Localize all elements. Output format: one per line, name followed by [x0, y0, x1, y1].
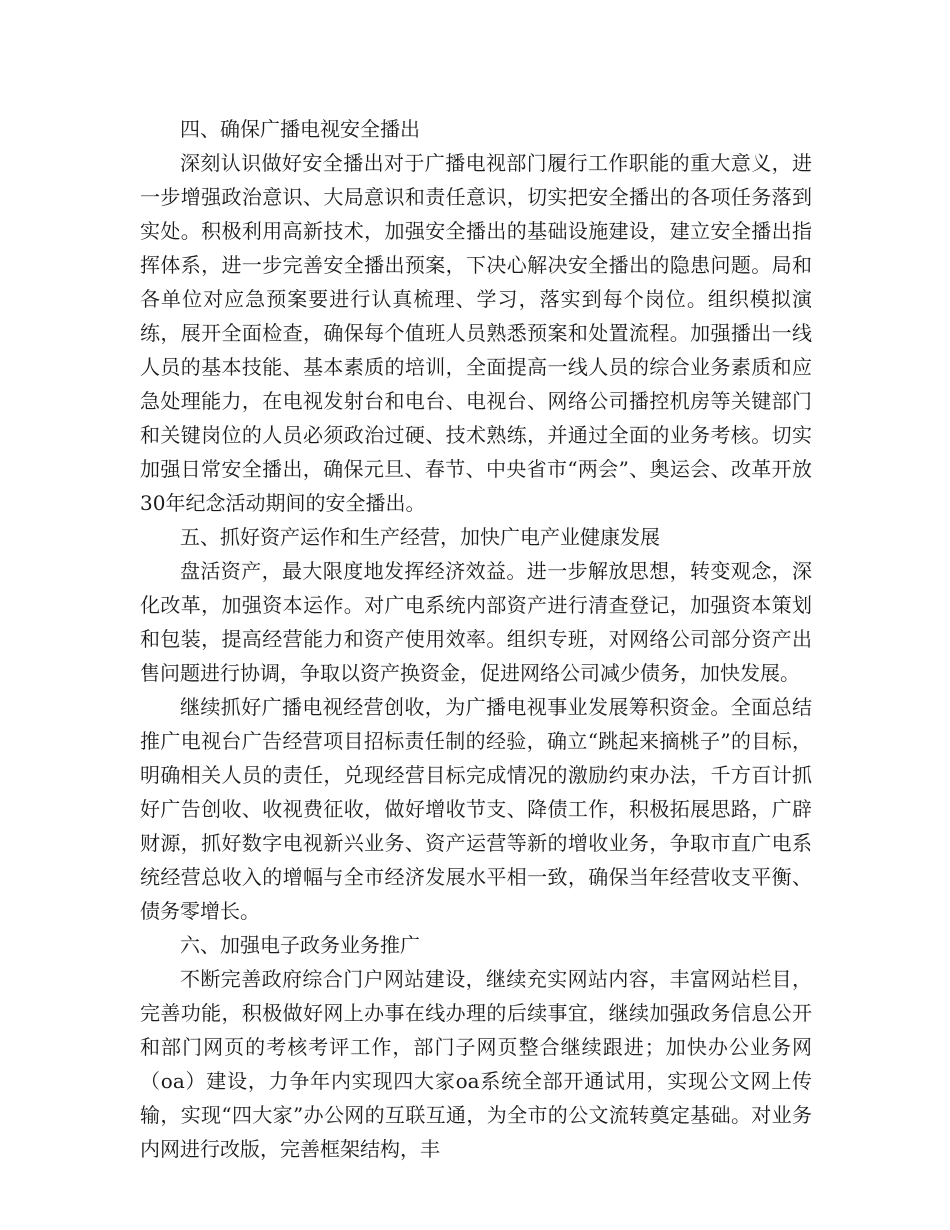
paragraph-safe-broadcast: 深刻认识做好安全播出对于广播电视部门履行工作职能的重大意义，进一步增强政治意识、大局意识和责任意识，切实把安全播出的各项任务落到实处。积极利用高新技术，加强安全播出的基础设施建设，建立安全播出指挥体系，进一步完善安全播出预案，下决心解决安全播出的隐患问题。局和各单位对应急预案要进行认真梳理、学习，落实到每个岗位。组织模拟演练，展开全面检查，确保每个值班人员熟悉预案和处置流程。加强播出一线人员的基本技能、基本素质的培训，全面提高一线人员的综合业务素质和应急处理能力，在电视发射台和电台、电视台、网络公司播控机房等关键部门和关键岗位的人员必须政治过硬、技术熟练，并通过全面的业务考核。切实加强日常安全播出，确保元旦、春节、中央省市“两会”、奥运会、改革开放30年纪念活动期间的安全播出。 [140, 151, 812, 515]
section-heading-4: 四、确保广播电视安全播出 [180, 117, 420, 141]
document-page [140, 112, 812, 1166]
section-heading-6: 六、加强电子政务业务推广 [180, 933, 420, 957]
section-heading-5: 五、抓好资产运作和生产经营，加快广电产业健康发展 [180, 525, 660, 549]
paragraph-revenue-generation: 继续抓好广播电视经营创收，为广播电视事业发展筹积资金。全面总结推广电视台广告经营项目招标责任制的经验，确立“跳起来摘桃子”的目标，明确相关人员的责任，兑现经营目标完成情况的激励约束办法，千方百计抓好广告创收、收视费征收，做好增收节支、降债工作，积极拓展思路，广辟财源，抓好数字电视新兴业务、资产运营等新的增收业务，争取市直广电系统经营总收入的增幅与全市经济发展水平相一致，确保当年经营收支平衡、债务零增长。 [140, 695, 812, 923]
paragraph-asset-activation: 盘活资产，最大限度地发挥经济效益。进一步解放思想，转变观念，深化改革，加强资本运作。对广电系统内部资产进行清查登记，加强资本策划和包装，提高经营能力和资产使用效率。组织专班，对网络公司部分资产出售问题进行协调，争取以资产换资金，促进网络公司减少债务，加快发展。 [140, 559, 812, 685]
paragraph-e-government: 不断完善政府综合门户网站建设，继续充实网站内容，丰富网站栏目，完善功能，积极做好网上办事在线办理的后续事宜，继续加强政务信息公开和部门网页的考核考评工作，部门子网页整合继续跟进；加快办公业务网（oa）建设，力争年内实现四大家oa系统全部开通试用，实现公文网上传输，实现“四大家”办公网的互联互通，为全市的公文流转奠定基础。对业务内网进行改版，完善框架结构，丰 [140, 967, 812, 1161]
